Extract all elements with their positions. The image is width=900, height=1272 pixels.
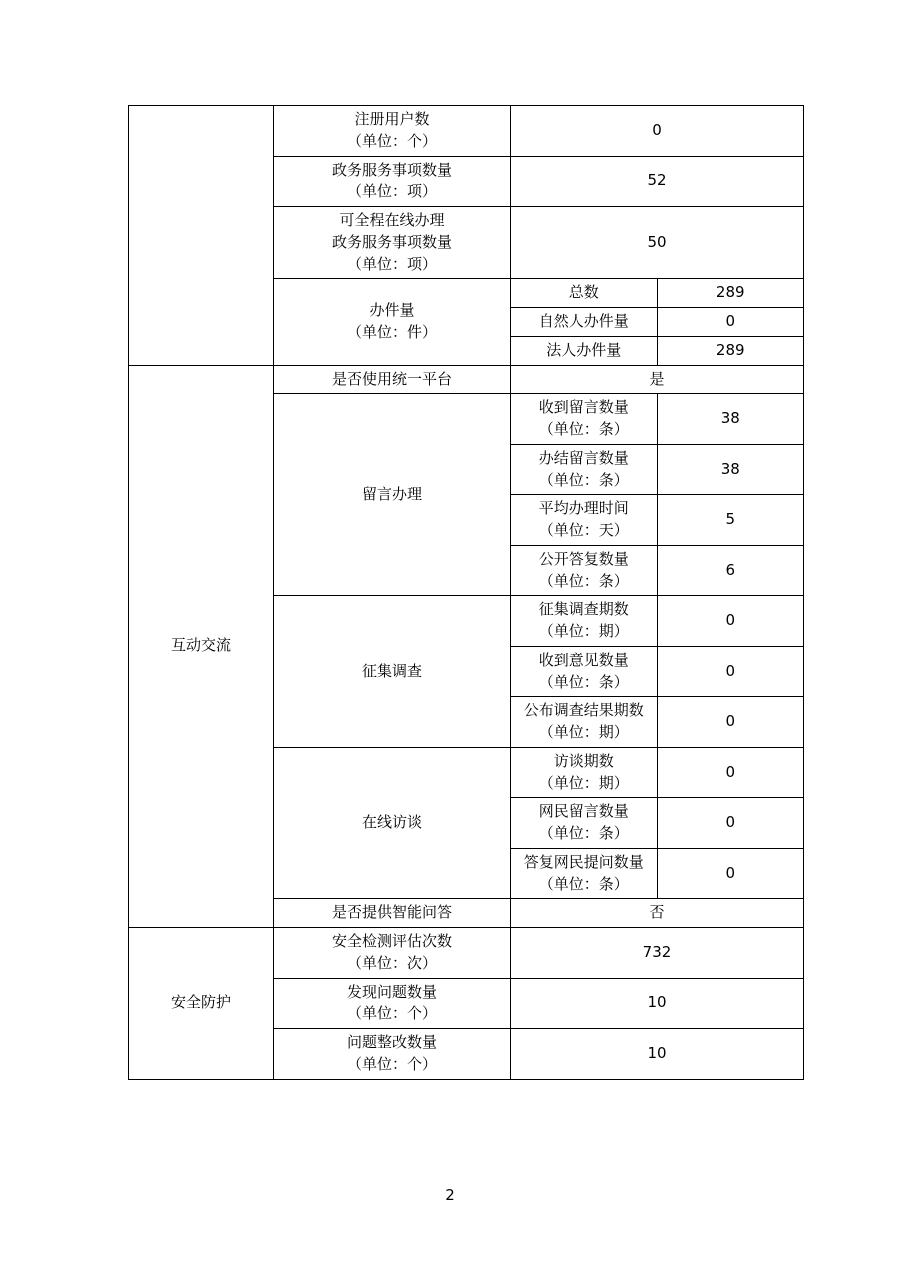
sub-item-unit: （单位：天） xyxy=(538,521,629,539)
sub-item-unit: （单位：条） xyxy=(538,874,629,893)
sub-item-label: 收到留言数量 xyxy=(538,398,629,417)
sub-item-cell-legal-person-cases xyxy=(511,336,658,365)
item-cell-fully-online-service-items xyxy=(274,207,511,279)
item-unit: （单位：个） xyxy=(346,131,437,150)
sub-item-cell-opinions-received xyxy=(511,646,658,697)
value-text: 10 xyxy=(647,993,667,1012)
value-text: 6 xyxy=(725,560,736,579)
value-text: 38 xyxy=(720,409,740,428)
item-label: 政务服务事项数量 xyxy=(331,160,452,179)
value-text: 52 xyxy=(647,171,667,190)
sub-item-cell-messages-completed xyxy=(511,444,658,495)
value-cell-netizen-messages xyxy=(657,798,804,849)
item-label: 征集调查 xyxy=(361,661,422,680)
sub-item-label: 公布调查结果期数 xyxy=(523,701,644,720)
item-label: 注册用户数 xyxy=(354,110,430,128)
table-row xyxy=(129,365,804,394)
sub-item-unit: （单位：条） xyxy=(538,824,629,842)
value-text: 0 xyxy=(725,312,736,330)
item-label: 是否使用统一平台 xyxy=(331,369,452,388)
item-label: 发现问题数量 xyxy=(346,982,437,1001)
item-cell-service-items-count xyxy=(274,156,511,207)
category-cell-interaction xyxy=(129,365,274,928)
value-cell-messages-received xyxy=(657,394,804,445)
sub-item-unit: （单位：条） xyxy=(538,571,629,590)
item-cell-smart-qa xyxy=(274,899,511,928)
value-text: 50 xyxy=(647,232,667,251)
value-text: 0 xyxy=(652,120,662,139)
value-text: 289 xyxy=(715,283,745,302)
item-unit: （单位：项） xyxy=(346,254,437,273)
value-text: 否 xyxy=(649,903,665,922)
value-text: 0 xyxy=(725,762,736,781)
page-number: 2 xyxy=(445,1186,455,1204)
sub-item-label: 办结留言数量 xyxy=(538,448,629,467)
sub-item-cell-total xyxy=(511,279,658,308)
value-cell-issues-fixed xyxy=(511,1029,804,1080)
item-unit: （单位：个） xyxy=(346,1004,437,1023)
value-text: 732 xyxy=(642,942,672,961)
item-label: 在线访谈 xyxy=(361,813,422,832)
sub-item-label: 网民留言数量 xyxy=(538,802,629,821)
value-cell-issues-found xyxy=(511,978,804,1029)
value-cell-legal-person-cases xyxy=(657,336,804,365)
table-row xyxy=(129,106,804,157)
value-text: 289 xyxy=(715,340,745,359)
value-text: 5 xyxy=(725,510,736,529)
value-cell-survey-sessions xyxy=(657,596,804,647)
sub-item-cell-interview-sessions xyxy=(511,747,658,798)
item-cell-issues-fixed xyxy=(274,1029,511,1080)
item-label: 问题整改数量 xyxy=(346,1033,437,1051)
sub-item-cell-survey-sessions xyxy=(511,596,658,647)
sub-item-cell-average-handling-time xyxy=(511,495,658,546)
value-cell-natural-person-cases xyxy=(657,308,804,337)
value-cell-smart-qa xyxy=(511,899,804,928)
statistics-table-wrapper xyxy=(128,105,788,1080)
item-cell-issues-found xyxy=(274,978,511,1029)
sub-item-unit: （单位：条） xyxy=(538,672,629,691)
value-cell-messages-completed xyxy=(657,444,804,495)
sub-item-label: 答复网民提问数量 xyxy=(523,852,644,871)
sub-item-label: 法人办件量 xyxy=(546,340,622,359)
sub-item-label: 总数 xyxy=(568,283,599,302)
value-text: 是 xyxy=(649,369,665,388)
sub-item-cell-public-replies xyxy=(511,545,658,596)
value-cell-service-items-count xyxy=(511,156,804,207)
sub-item-cell-natural-person-cases xyxy=(511,308,658,337)
sub-item-unit: （单位：条） xyxy=(538,470,629,489)
value-cell-netizen-replies xyxy=(657,848,804,899)
sub-item-unit: （单位：期） xyxy=(538,723,629,741)
sub-item-unit: （单位：期） xyxy=(538,622,629,640)
value-cell-total-cases xyxy=(657,279,804,308)
sub-item-label: 公开答复数量 xyxy=(538,549,629,568)
value-cell-unified-platform xyxy=(511,365,804,394)
government-website-statistics-table xyxy=(128,105,804,1080)
item-cell-online-interviews xyxy=(274,747,511,899)
category-cell-security xyxy=(129,928,274,1080)
item-label: 办件量 xyxy=(369,301,415,320)
item-label: 是否提供智能问答 xyxy=(331,903,452,922)
sub-item-cell-published-results xyxy=(511,697,658,748)
item-unit: （单位：次） xyxy=(346,953,437,972)
sub-item-unit: （单位：条） xyxy=(538,420,629,438)
value-cell-fully-online-service-items xyxy=(511,207,804,279)
item-label: 留言办理 xyxy=(361,484,422,503)
value-cell-security-assessments xyxy=(511,928,804,979)
sub-item-label: 收到意见数量 xyxy=(538,650,629,669)
value-cell-interview-sessions xyxy=(657,747,804,798)
item-label-line1: 可全程在线办理 xyxy=(339,211,445,229)
sub-item-unit: （单位：期） xyxy=(538,773,629,792)
item-cell-registered-users xyxy=(274,106,511,157)
item-cell-security-assessments xyxy=(274,928,511,979)
item-unit: （单位：项） xyxy=(346,182,437,201)
sub-item-label: 访谈期数 xyxy=(553,751,614,770)
item-unit: （单位：个） xyxy=(346,1054,437,1073)
sub-item-cell-netizen-replies xyxy=(511,848,658,899)
value-text: 0 xyxy=(725,661,736,680)
value-text: 10 xyxy=(647,1043,667,1062)
category-label: 互动交流 xyxy=(170,636,231,655)
category-cell-continued xyxy=(129,106,274,366)
value-cell-public-replies xyxy=(657,545,804,596)
sub-item-label: 平均办理时间 xyxy=(538,499,629,518)
value-text: 0 xyxy=(725,813,736,832)
value-text: 0 xyxy=(725,863,736,882)
item-cell-unified-platform xyxy=(274,365,511,394)
value-text: 0 xyxy=(725,611,736,630)
item-cell-surveys xyxy=(274,596,511,748)
value-cell-opinions-received xyxy=(657,646,804,697)
sub-item-cell-messages-received xyxy=(511,394,658,445)
value-text: 38 xyxy=(720,459,740,478)
table-row xyxy=(129,928,804,979)
item-cell-message-handling xyxy=(274,394,511,596)
item-cell-handled-cases xyxy=(274,279,511,365)
sub-item-label: 征集调查期数 xyxy=(538,600,629,619)
value-text: 0 xyxy=(725,712,736,731)
value-cell-registered-users xyxy=(511,106,804,157)
category-label: 安全防护 xyxy=(170,993,231,1012)
value-cell-published-results xyxy=(657,697,804,748)
item-unit: （单位：件） xyxy=(346,322,437,341)
sub-item-cell-netizen-messages xyxy=(511,798,658,849)
item-label-line2: 政务服务事项数量 xyxy=(331,232,452,251)
value-cell-average-handling-time xyxy=(657,495,804,546)
item-label: 安全检测评估次数 xyxy=(331,932,452,950)
sub-item-label: 自然人办件量 xyxy=(538,312,629,330)
